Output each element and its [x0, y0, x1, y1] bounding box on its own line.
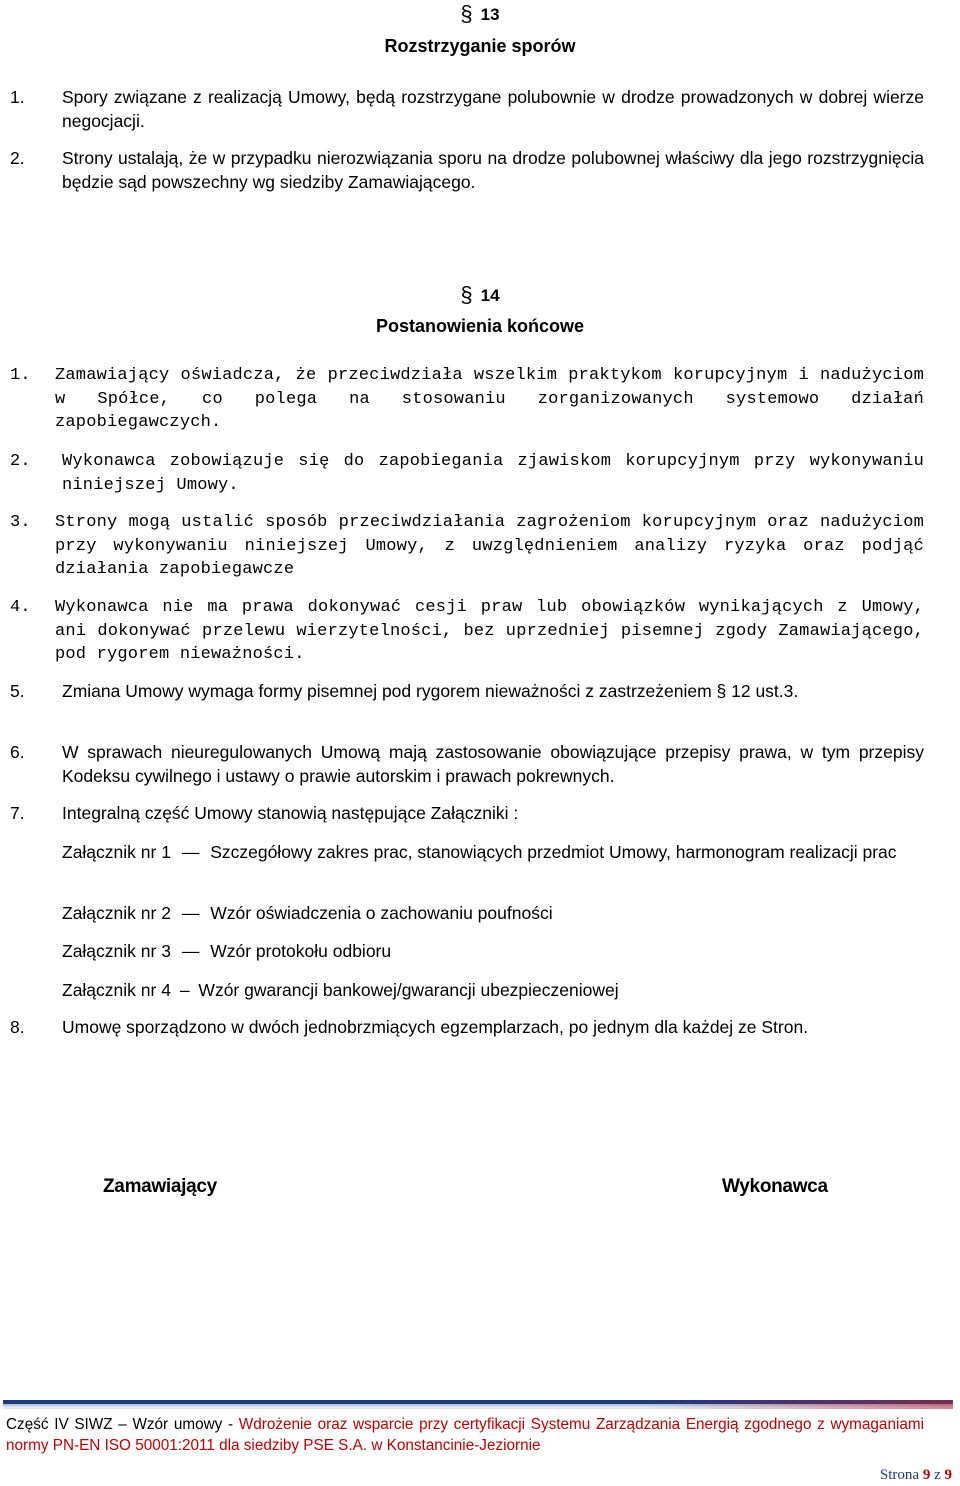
- signature-ordering-party: Zamawiający: [103, 1176, 217, 1197]
- section-13-number: § 13: [460, 1, 500, 26]
- footer-caption: [6, 1415, 924, 1456]
- footer-divider: [3, 1400, 953, 1409]
- section-13-item-2: 2. Strony ustalają, że w przypadku nierozwiązania sporu na drodze polubownej właściwy dla jego rozstrzygnięcia będzie sąd powszechny wg siedziby Zamawiającego.: [10, 148, 924, 192]
- section-14-number: § 14: [460, 282, 500, 307]
- footer-prefix: Część IV SIWZ – Wzór umowy -: [6, 1416, 234, 1433]
- section-13-item-1: 1. Spory związane z realizacją Umowy, będą rozstrzygane polubownie w drodze prowadzonych w dobrej wierze negocjacji.: [10, 87, 924, 131]
- section-14-item-4: 4. Wykonawca nie ma prawa dokonywać cesji praw lub obowiązków wynikających z Umowy, ani dokonywać przelewu wierzytelności, bez uprzedniej pisemnej zgody Zamawiającego, pod rygorem nieważności.: [10, 598, 924, 664]
- section-14-item-7: 7. Integralną część Umowy stanowią następujące Załączniki :: [10, 803, 519, 823]
- section-14-item-5: 5. Zmiana Umowy wymaga formy pisemnej pod rygorem nieważności z zastrzeżeniem § 12 ust.3.: [10, 681, 799, 701]
- section-14-item-6: 6. W sprawach nieuregulowanych Umową mają zastosowanie obowiązujące przepisy prawa, w tym przepisy Kodeksu cywilnego i ustawy o prawie autorskim i prawach pokrewnych.: [10, 742, 924, 786]
- dash-icon: —: [181, 903, 200, 923]
- paragraph-sign-icon: §: [460, 282, 473, 307]
- section-14-item-1: 1. Zamawiający oświadcza, że przeciwdziała wszelkim praktykom korupcyjnym i nadużyciom w Spółce, co polega na stosowaniu zorganizowanych systemowo działań zapobiegawczych.: [10, 366, 924, 432]
- dash-icon: —: [181, 941, 200, 961]
- signature-contractor: Wykonawca: [722, 1176, 828, 1197]
- annex-2: Załącznik nr 2 — Wzór oświadczenia o zachowaniu poufności: [62, 903, 553, 923]
- footer-title: Wdrożenie oraz wsparcie przy certyfikacji Systemu Zarządzania Energią zgodnego z wymaganiami normy PN-EN ISO 50001:2011 dla siedziby PSE S.A. w Konstancinie-Jeziornie: [6, 1416, 924, 1454]
- annex-1: Załącznik nr 1 — Szczegółowy zakres prac, stanowiących przedmiot Umowy, harmonogram realizacji prac: [62, 842, 897, 862]
- dash-icon: —: [181, 842, 200, 862]
- section-14-item-2: 2. Wykonawca zobowiązuje się do zapobiegania zjawiskom korupcyjnym przy wykonywaniu niniejszej Umowy.: [10, 452, 924, 495]
- section-13-title: Rozstrzyganie sporów: [384, 36, 576, 56]
- section-14-title: Postanowienia końcowe: [375, 316, 585, 336]
- section-14-item-3: 3. Strony mogą ustalić sposób przeciwdziałania zagrożeniom korupcyjnym oraz nadużyciom przy wykonywaniu niniejszej Umowy, z uwzględnieniem analizy ryzyka oraz podjąć działania zapobiegawcze: [10, 513, 924, 579]
- section-14-item-8: 8. Umowę sporządzono w dwóch jednobrzmiących egzemplarzach, po jednym dla każdej ze Stron.: [10, 1017, 809, 1037]
- dash-icon: –: [179, 980, 190, 1000]
- paragraph-sign-icon: §: [460, 1, 473, 26]
- annex-4: Załącznik nr 4 – Wzór gwarancji bankowej/gwarancji ubezpieczeniowej: [62, 980, 619, 1000]
- annex-3: Załącznik nr 3 — Wzór protokołu odbioru: [62, 941, 392, 961]
- page-number: Strona 9 z 9: [879, 1467, 952, 1483]
